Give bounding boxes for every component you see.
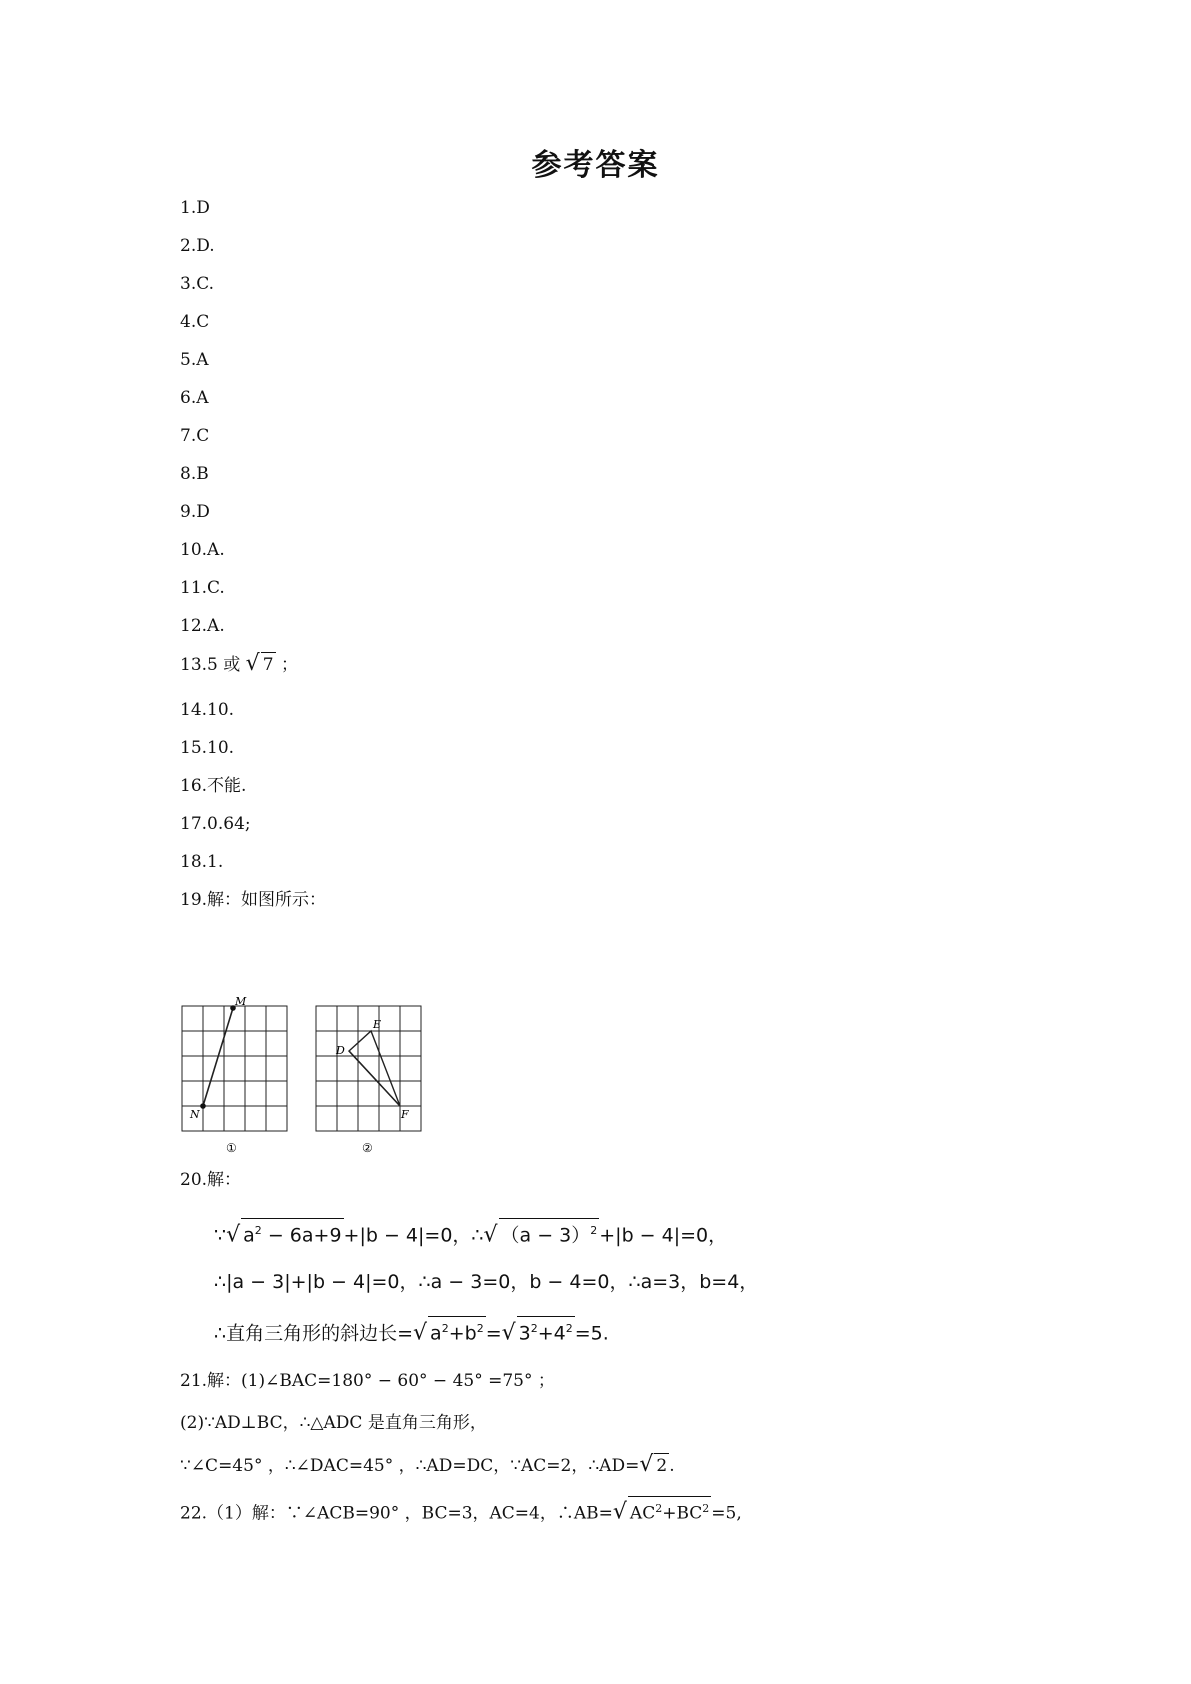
answer-7: 7.C (180, 426, 210, 446)
grid-figure-svg (178, 996, 438, 1156)
answer-19: 19.解：如图所示： (180, 890, 327, 910)
answer-22-line-1: 22.（1）解：∵∠ACB=90° ，BC=3，AC=4，∴AB=√ $AC^2+BC^2 =5$, (180, 1496, 742, 1526)
answer-20-line-2: ∴|a − 3|+|b − 4|=0，∴a − 3=0，b − 4=0，∴a=3，b=4， (214, 1271, 759, 1293)
answer-1: 1.D (180, 198, 210, 218)
answer-5: 5.A (180, 350, 209, 370)
answer-17: 17.0.64; (180, 814, 251, 834)
point-n (200, 1103, 206, 1109)
label-m: M (235, 996, 247, 1008)
answer-11: 11.C. (180, 578, 225, 598)
answer-18: 18.1. (180, 852, 224, 872)
answer-20-line-1: ∵√ $a^2 - 6a+9 +|b - 4|=0$，∴√ $(a - 3)^2 +|b - 4|=0$， (214, 1218, 727, 1247)
label-n: N (190, 1108, 200, 1121)
answer-21-line-3: ∵∠C=45° ，∴∠DAC=45° ，∴AD=DC，∵AC=2，∴AD=√ 2 . (180, 1452, 675, 1477)
answer-14: 14.10. (180, 700, 235, 720)
label-f: F (401, 1108, 409, 1121)
label-e: E (373, 1018, 382, 1031)
answer-20-head: 20.解： (180, 1170, 242, 1190)
answer-21-line-1: 21.解：(1)∠BAC=180° − 60° − 45° =75° ； (180, 1371, 555, 1391)
answer-13-suffix: ； (280, 655, 298, 675)
answer-20-line-3: ∴直角三角形的斜边长=√ $a^2+b^2$ =√ $3^2+4^2 =5$. (214, 1316, 609, 1345)
answer-13-prefix: 13.5 或 (180, 655, 241, 675)
answer-21-line-2: (2)∵AD⊥BC，∴△ADC 是直角三角形， (180, 1413, 487, 1433)
label-d: D (336, 1044, 345, 1057)
answer-2: 2.D. (180, 236, 215, 256)
answer-15: 15.10. (180, 738, 235, 758)
fig1-label: ① (226, 1141, 237, 1155)
answer-4: 4.C (180, 312, 210, 332)
triangle-def (349, 1031, 400, 1106)
answer-13-radicand: 7 (261, 652, 276, 677)
answer-6: 6.A (180, 388, 209, 408)
answer-13 (180, 652, 298, 677)
answer-8: 8.B (180, 464, 209, 484)
sqrt-sign: √ (245, 651, 260, 676)
answer-16: 16.不能. (180, 776, 247, 796)
answer-12: 12.A. (180, 616, 225, 636)
page-title: 参考答案 (531, 148, 660, 183)
fig2-label: ② (362, 1141, 373, 1155)
answer-3: 3.C. (180, 274, 215, 294)
answer-9: 9.D (180, 502, 210, 522)
grid-figures (178, 996, 438, 1160)
segment-mn (203, 1008, 233, 1106)
answer-10: 10.A. (180, 540, 225, 560)
